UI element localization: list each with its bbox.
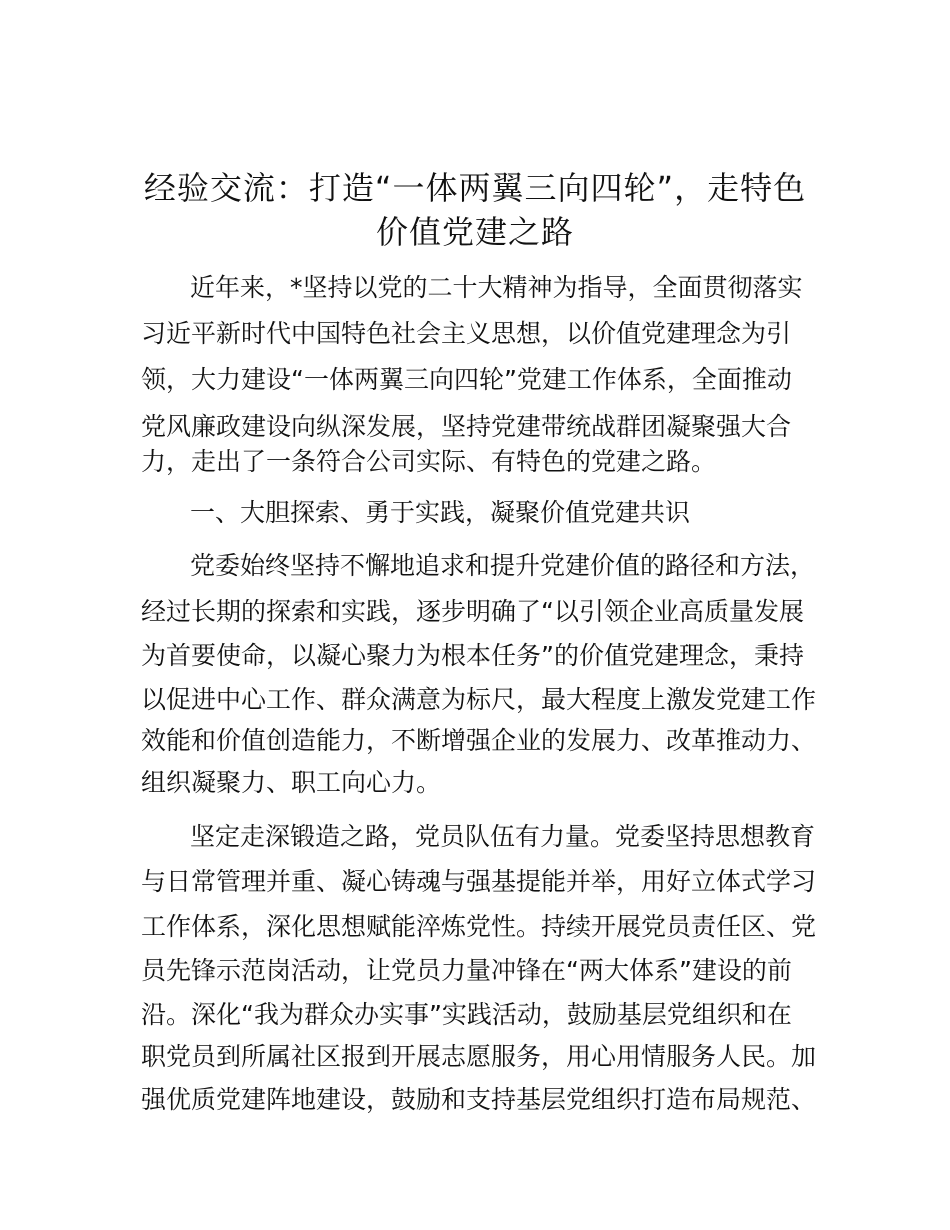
paragraph-3-line-2: 与日常管理并重、凝心铸魂与强基提能并举，用好立体式学习 [141,867,817,896]
paragraph-3-line-3: 工作体系，深化思想赋能淬炼党性。持续开展党员责任区、党 [141,912,817,941]
paragraph-2-line-3: 为首要使命，以凝心聚力为根本任务”的价值党建理念，秉持 [141,641,804,670]
paragraph-3-line-5: 沿。深化“我为群众办实事”实践活动，鼓励基层党组织和在 [141,1000,792,1029]
paragraph-1-line-1: 近年来，*坚持以党的二十大精神为指导，全面贯彻落实 [190,273,803,302]
section-heading-1: 一、大胆探索、勇于实践，凝聚价值党建共识 [190,498,691,527]
paragraph-1-line-3: 领，大力建设“一体两翼三向四轮”党建工作体系，全面推动 [141,365,792,394]
paragraph-1-line-2: 习近平新时代中国特色社会主义思想，以价值党建理念为引 [141,319,792,348]
paragraph-2-line-2: 经过长期的探索和实践，逐步明确了“以引领企业高质量发展 [141,597,804,626]
paragraph-3-line-7: 强优质党建阵地建设，鼓励和支持基层党组织打造布局规范、 [141,1085,817,1114]
document-title-line-2: 价值党建之路 [375,213,574,251]
paragraph-1-line-4: 党风廉政建设向纵深发展，坚持党建带统战群团凝聚强大合 [141,412,792,441]
paragraph-3-line-1: 坚定走深锻造之路，党员队伍有力量。党委坚持思想教育 [190,822,816,851]
paragraph-2-line-4: 以促进中心工作、群众满意为标尺，最大程度上激发党建工作 [141,685,817,714]
paragraph-3-line-4: 员先锋示范岗活动，让党员力量冲锋在“两大体系”建设的前 [141,956,792,985]
paragraph-1-line-5: 力，走出了一条符合公司实际、有特色的党建之路。 [141,447,717,476]
document-title-line-1: 经验交流：打造“一体两翼三向四轮”，走特色 [143,169,807,207]
paragraph-3-line-6: 职党员到所属社区报到开展志愿服务，用心用情服务人民。加 [141,1042,817,1071]
paragraph-2-line-5: 效能和价值创造能力，不断增强企业的发展力、改革推动力、 [141,726,817,755]
paragraph-2-line-1: 党委始终坚持不懈地追求和提升党建价值的路径和方法， [190,551,816,580]
paragraph-2-line-6: 组织凝聚力、职工向心力。 [141,768,442,797]
